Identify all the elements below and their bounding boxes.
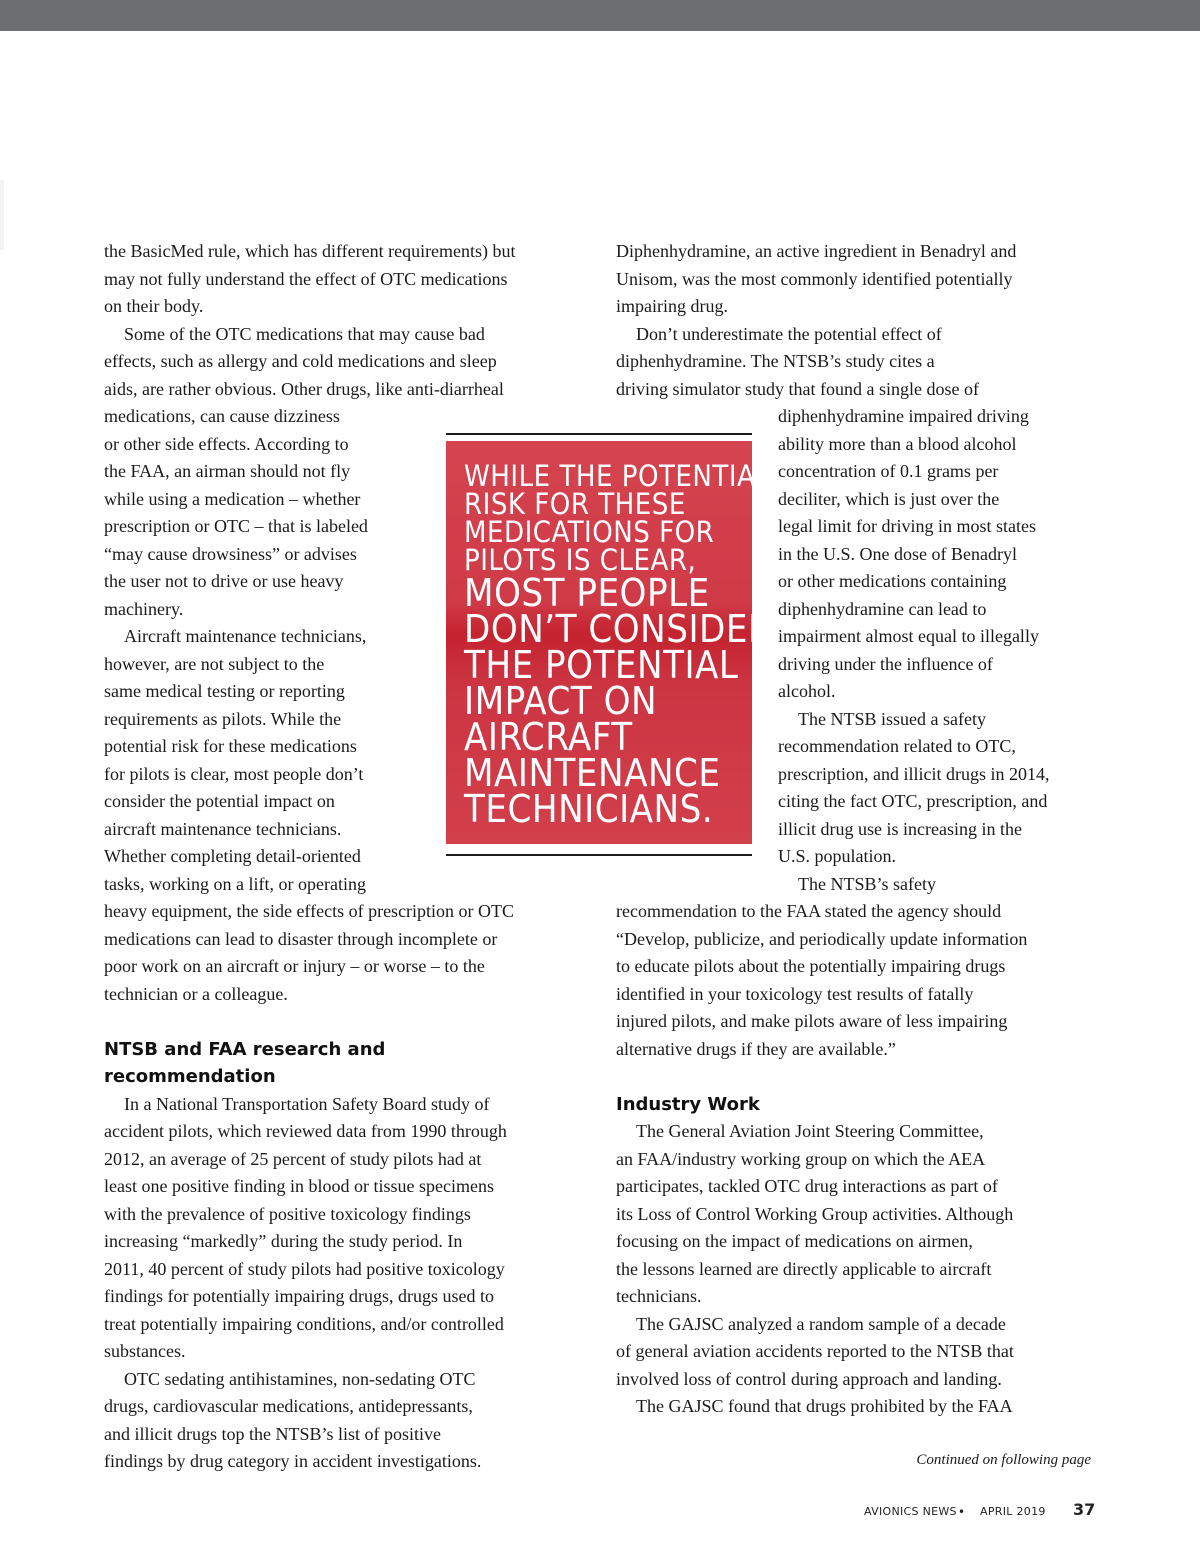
text-line: technician or a colleague. [104, 983, 288, 1004]
text-line: 2011, 40 percent of study pilots had positive toxicology [104, 1258, 505, 1279]
text-line: its Loss of Control Working Group activities. Although [616, 1203, 1014, 1224]
text-line: in the U.S. One dose of Benadryl [778, 543, 1017, 564]
issue-date: APRIL 2019 [980, 1505, 1046, 1518]
text-line: The NTSB’s safety [798, 873, 936, 894]
footer-separator: • [958, 1505, 966, 1519]
text-line: Don’t underestimate the potential effect of [636, 323, 942, 344]
text-line: legal limit for driving in most states [778, 516, 1036, 536]
text-line: may not fully understand the effect of OTC medications [104, 268, 508, 289]
pull-quote-emphasis-line: MAINTENANCE [464, 751, 721, 795]
text-line: prescription or OTC – that is labeled [104, 516, 368, 536]
text-line: for pilots is clear, most people don’t [104, 763, 364, 784]
text-line: involved loss of control during approach and landing. [616, 1368, 1002, 1389]
text-line: concentration of 0.1 grams per [778, 461, 999, 481]
text-line: an FAA/industry working group on which the AEA [616, 1148, 986, 1169]
text-line: driving simulator study that found a single dose of [616, 378, 979, 399]
text-line: and illicit drugs top the NTSB’s list of positive [104, 1423, 441, 1444]
text-line: tasks, working on a lift, or operating [104, 873, 366, 894]
text-line: the FAA, an airman should not fly [104, 461, 351, 481]
text-line: technicians. [616, 1286, 702, 1306]
pull-quote [446, 441, 773, 844]
text-line: “Develop, publicize, and periodically update information [616, 928, 1028, 949]
page-edge-mark [0, 180, 4, 250]
pull-quote-top-rule [446, 433, 752, 435]
text-line: impairing drug. [616, 296, 728, 316]
pull-quote-emphasis-line: MOST PEOPLE [464, 571, 710, 615]
top-color-bar [0, 0, 1200, 31]
pull-quote-emphasis-line: TECHNICIANS. [464, 787, 714, 831]
heading-line: recommendation [104, 1066, 276, 1087]
text-line: the lessons learned are directly applicable to aircraft [616, 1258, 992, 1279]
pull-quote-emphasis-line: AIRCRAFT [464, 715, 633, 759]
text-line: driving under the influence of [778, 653, 993, 674]
pull-quote-bottom-rule [446, 854, 752, 856]
text-line: diphenhydramine. The NTSB’s study cites a [616, 351, 935, 371]
text-line: or other side effects. According to [104, 433, 349, 454]
text-line: diphenhydramine impaired driving [778, 406, 1029, 426]
pull-quote-emphasis-line: IMPACT ON [464, 679, 658, 723]
text-line: increasing “markedly” during the study period. In [104, 1231, 463, 1251]
text-line: The GAJSC found that drugs prohibited by the FAA [636, 1396, 1013, 1416]
continued-note: Continued on following page [916, 1452, 1091, 1468]
text-line: deciliter, which is just over the [778, 488, 1000, 509]
publication-name: AVIONICS NEWS [864, 1505, 957, 1518]
page-number: 37 [1073, 1500, 1096, 1519]
text-line: however, are not subject to the [104, 653, 325, 674]
text-line: Some of the OTC medications that may cause bad [124, 323, 485, 344]
text-line: potential risk for these medications [104, 736, 357, 756]
text-line: substances. [104, 1341, 186, 1361]
text-line: machinery. [104, 598, 184, 619]
text-line: prescription, and illicit drugs in 2014, [778, 763, 1050, 784]
pull-quote-emphasis-line: THE POTENTIAL [464, 643, 739, 687]
text-line: effects, such as allergy and cold medications and sleep [104, 351, 497, 371]
text-line: aircraft maintenance technicians. [104, 818, 342, 839]
text-line: In a National Transportation Safety Board study of [124, 1093, 490, 1114]
text-line: the user not to drive or use heavy [104, 571, 344, 591]
text-line: diphenhydramine can lead to [778, 598, 987, 619]
text-line: Aircraft maintenance technicians, [124, 626, 367, 646]
text-line: recommendation to the FAA stated the agency should [616, 901, 1002, 921]
text-line: with the prevalence of positive toxicology findings [104, 1203, 471, 1224]
text-line: 2012, an average of 25 percent of study pilots had at [104, 1148, 482, 1169]
text-line: to educate pilots about the potentially impairing drugs [616, 956, 1006, 976]
text-line: the BasicMed rule, which has different requirements) but [104, 241, 516, 261]
text-line: The GAJSC analyzed a random sample of a decade [636, 1313, 1006, 1334]
text-line: citing the fact OTC, prescription, and [778, 791, 1048, 811]
text-line: impairment almost equal to illegally [778, 626, 1039, 646]
text-line: findings by drug category in accident investigations. [104, 1451, 482, 1471]
text-line: accident pilots, which reviewed data from 1990 through [104, 1121, 507, 1141]
text-line: or other medications containing [778, 571, 1007, 591]
text-line: medications, can cause dizziness [104, 406, 340, 426]
text-line: of general aviation accidents reported to the NTSB that [616, 1341, 1014, 1361]
text-line: alternative drugs if they are available.” [616, 1038, 896, 1059]
text-line: OTC sedating antihistamines, non-sedating OTC [124, 1368, 476, 1389]
text-line: focusing on the impact of medications on airmen, [616, 1231, 973, 1251]
text-line: drugs, cardiovascular medications, antidepressants, [104, 1396, 473, 1416]
text-line: Whether completing detail-oriented [104, 846, 361, 866]
text-line: findings for potentially impairing drugs, drugs used to [104, 1286, 494, 1306]
text-line: heavy equipment, the side effects of prescription or OTC [104, 901, 515, 921]
pull-quote-line: WHILE THE POTENTIAL [464, 459, 771, 493]
pull-quote-emphasis-line: DON’T CONSIDER [464, 607, 773, 651]
text-line: while using a medication – whether [104, 488, 361, 509]
text-line: same medical testing or reporting [104, 681, 345, 701]
text-line: ability more than a blood alcohol [778, 433, 1017, 454]
text-line: “may cause drowsiness” or advises [104, 543, 357, 564]
text-line: medications can lead to disaster through incomplete or [104, 928, 498, 949]
text-line: The NTSB issued a safety [798, 708, 986, 729]
pull-quote-line: MEDICATIONS FOR [464, 515, 715, 549]
text-line: least one positive finding in blood or tissue specimens [104, 1176, 494, 1196]
text-line: Unisom, was the most commonly identified potentially [616, 268, 1013, 289]
text-line: alcohol. [778, 681, 836, 701]
text-line: Diphenhydramine, an active ingredient in Benadryl and [616, 241, 1017, 261]
text-line: injured pilots, and make pilots aware of less impairing [616, 1011, 1008, 1031]
text-line: U.S. population. [778, 846, 897, 866]
text-line: identified in your toxicology test results of fatally [616, 983, 974, 1004]
text-line: treat potentially impairing conditions, and/or controlled [104, 1313, 504, 1334]
pull-quote-line: PILOTS IS CLEAR, [464, 543, 697, 577]
text-line: on their body. [104, 296, 204, 316]
heading-line: NTSB and FAA research and [104, 1038, 386, 1060]
text-line: consider the potential impact on [104, 791, 335, 811]
text-line: The General Aviation Joint Steering Committee, [636, 1121, 984, 1141]
text-line: recommendation related to OTC, [778, 736, 1016, 756]
text-line: illicit drug use is increasing in the [778, 818, 1022, 839]
text-line: requirements as pilots. While the [104, 708, 342, 729]
text-line: aids, are rather obvious. Other drugs, like anti-diarrheal [104, 378, 504, 399]
pull-quote-line: RISK FOR THESE [464, 487, 686, 521]
text-line: participates, tackled OTC drug interactions as part of [616, 1176, 998, 1196]
section-heading-industry-work: Industry Work [616, 1093, 760, 1115]
text-line: poor work on an aircraft or injury – or worse – to the [104, 956, 485, 976]
